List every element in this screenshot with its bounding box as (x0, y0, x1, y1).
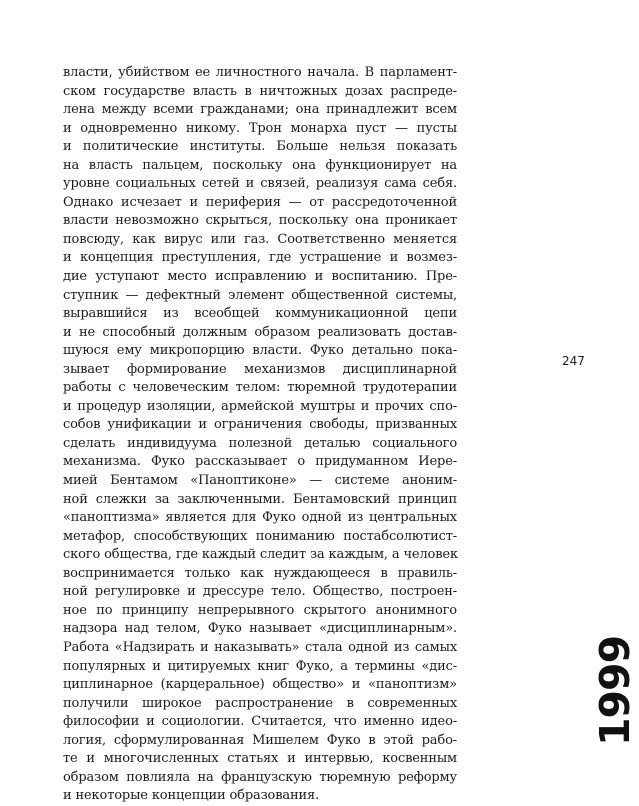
text-line: механизма. Фуко рассказывает о придуманном Иере- (63, 454, 457, 470)
body-text (63, 64, 457, 806)
text-line: повсюду, как вирус или газ. Соответственно меняется (63, 231, 457, 247)
text-line: Однако исчезает и периферия — от рассредоточенной (63, 194, 457, 210)
text-line: сделать индивидуума полезной деталью социального (63, 435, 457, 451)
text-line: зывает формирование механизмов дисциплинарной (63, 361, 457, 377)
text-line: циплинарное (карцеральное) общество» и «паноптизм» (63, 677, 457, 693)
text-line: работы с человеческим телом: тюремной трудотерапии (63, 380, 457, 396)
text-line: логия, сформулированная Мишелем Фуко в этой рабо- (63, 732, 457, 748)
text-line: выравшийся из всеобщей коммуникационной цепи (63, 306, 457, 322)
text-line: надзора над телом, Фуко называет «дисциплинарным». (63, 621, 457, 637)
text-line: ной регулировке и дрессуре тело. Общество, построен- (63, 584, 457, 600)
text-line: уровне социальных сетей и связей, реализуя сама себя. (63, 176, 457, 192)
text-line: те и многочисленных статьях и интервью, косвенным (63, 751, 457, 767)
text-line: воспринимается только как нуждающееся в правиль- (63, 565, 457, 581)
text-line: и политические институты. Больше нельзя показать (63, 139, 457, 155)
text-line: собов унификации и ограничения свободы, призванных (63, 417, 457, 433)
text-line: ском государстве власть в ничтожных дозах распреде- (63, 83, 457, 99)
text-line: философии и социологии. Считается, что именно идео- (63, 714, 457, 730)
text-line: «паноптизма» является для Фуко одной из центральных (63, 510, 457, 526)
text-line: ского общества, где каждый следит за каждым, а человек (63, 547, 458, 563)
text-line: ступник — дефектный элемент общественной системы, (63, 287, 457, 303)
text-line: популярных и цитируемых книг Фуко, а термины «дис- (63, 658, 457, 674)
text-line: ное по принципу непрерывного скрытого анонимного (63, 602, 457, 618)
text-line: получили широкое распространение в современных (63, 695, 457, 711)
text-line: лена между всеми гражданами; она принадлежит всем (63, 102, 457, 118)
text-line: и одновременно никому. Трон монарха пуст — пусты (63, 120, 457, 136)
text-line: Работа «Надзирать и наказывать» стала одной из самых (63, 639, 457, 655)
page-number: 247 (562, 354, 585, 368)
text-line: мией Бентамом «Паноптиконе» — системе аноним- (63, 473, 457, 489)
text-line: и не способный должным образом реализовать достав- (63, 324, 457, 340)
text-line: и процедур изоляции, армейской муштры и прочих спо- (63, 398, 457, 414)
text-line: власти невозможно скрыться, поскольку она проникает (63, 213, 457, 229)
text-line-last: и некоторые концепции образования. (63, 788, 320, 804)
text-line: и концепция преступления, где устрашение и возмез- (63, 250, 457, 266)
text-line: метафор, способствующих пониманию постабсолютист- (63, 528, 457, 544)
text-line: на власть пальцем, поскольку она функционирует на (63, 157, 457, 173)
text-line: шуюся ему микропорцию власти. Фуко детально пока- (63, 343, 457, 359)
text-line: ной слежки за заключенными. Бентамовский принцип (63, 491, 457, 507)
text-line: власти, убийством ее личностного начала. В парламент- (63, 65, 457, 80)
text-line: образом повлияла на французскую тюремную реформу (63, 769, 457, 785)
text-line: дие уступают место исправлению и воспитанию. Пре- (63, 269, 457, 285)
year-marker: 1999 (591, 635, 639, 746)
